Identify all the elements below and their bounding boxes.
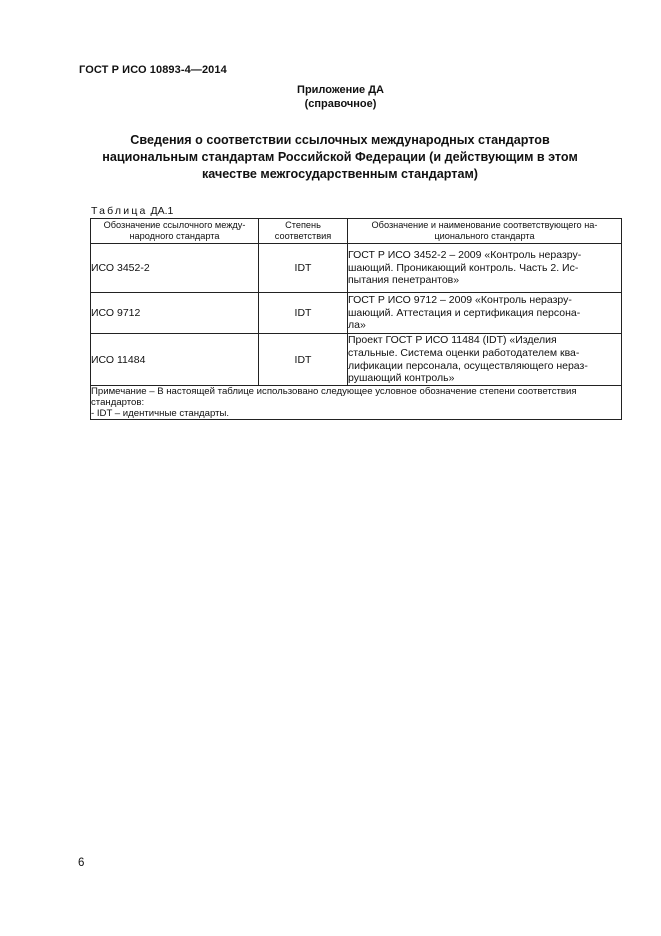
name-line: стальные. Система оценки работодателем ква-	[348, 346, 580, 359]
name-line: ГОСТ Р ИСО 3452-2 – 2009 «Контроль неразру-	[348, 248, 582, 261]
cell-standard-code: ИСО 3452-2	[91, 244, 259, 293]
note-line: стандартов:	[91, 397, 145, 409]
header-cell-degree	[259, 219, 348, 244]
cell-degree: IDT	[259, 334, 348, 386]
note-line: - IDT – идентичные стандарты.	[91, 408, 230, 420]
cell-national-standard	[348, 244, 622, 293]
header-line: соответствия	[274, 231, 332, 241]
cell-degree: IDT	[259, 244, 348, 293]
table-row	[91, 334, 622, 386]
cell-standard-code: ИСО 11484	[91, 334, 259, 386]
header-cell-international-standard	[91, 219, 259, 244]
note-line: Примечание – В настоящей таблице использовано следующее условное обозначение степени соответствия	[91, 386, 577, 398]
appendix-title-block	[0, 83, 661, 111]
table-header-row	[91, 219, 622, 244]
table-row	[91, 293, 622, 334]
cell-standard-code: ИСО 9712	[91, 293, 259, 334]
header-line: Обозначение и наименование соответствующего на-	[371, 220, 598, 230]
appendix-title: Приложение ДА	[297, 84, 384, 96]
page-number: 6	[78, 857, 85, 869]
name-line: Проект ГОСТ Р ИСО 11484 (IDT) «Изделия	[348, 334, 557, 346]
table-caption	[91, 205, 173, 217]
name-line: лификации персонала, осуществляющего нераз-	[348, 359, 588, 372]
name-line: ла»	[348, 319, 366, 332]
cell-national-standard	[348, 334, 622, 386]
appendix-subtitle: (справочное)	[304, 98, 377, 110]
cell-national-standard	[348, 293, 622, 334]
table-note	[91, 386, 622, 420]
heading-line: Сведения о соответствии ссылочных международных стандартов	[130, 133, 550, 147]
header-line: Обозначение ссылочного между-	[103, 220, 246, 230]
standards-table	[90, 218, 622, 420]
name-line: ГОСТ Р ИСО 9712 – 2009 «Контроль неразру-	[348, 293, 572, 306]
header-line: Степень	[285, 220, 321, 230]
heading-line: национальным стандартам Российской Федерации (и действующим в этом	[102, 150, 578, 164]
name-line: шающий. Проникающий контроль. Часть 2. Ис-	[348, 261, 579, 274]
table-note-row	[91, 386, 622, 420]
name-line: рушающий контроль»	[348, 372, 455, 385]
document-code: ГОСТ Р ИСО 10893-4—2014	[79, 64, 227, 76]
header-line: народного стандарта	[129, 231, 220, 241]
heading-line: качестве межгосударственным стандартам)	[202, 167, 478, 181]
header-line: ционального стандарта	[434, 231, 535, 241]
name-line: шающий. Аттестация и сертификация персона-	[348, 306, 581, 319]
table-row	[91, 244, 622, 293]
table-caption-number: ДА.1	[150, 205, 174, 217]
table-caption-word: Таблица	[91, 205, 148, 217]
header-cell-national-standard	[348, 219, 622, 244]
section-heading	[80, 132, 600, 183]
cell-degree: IDT	[259, 293, 348, 334]
name-line: пытания пенетрантов»	[348, 274, 460, 287]
